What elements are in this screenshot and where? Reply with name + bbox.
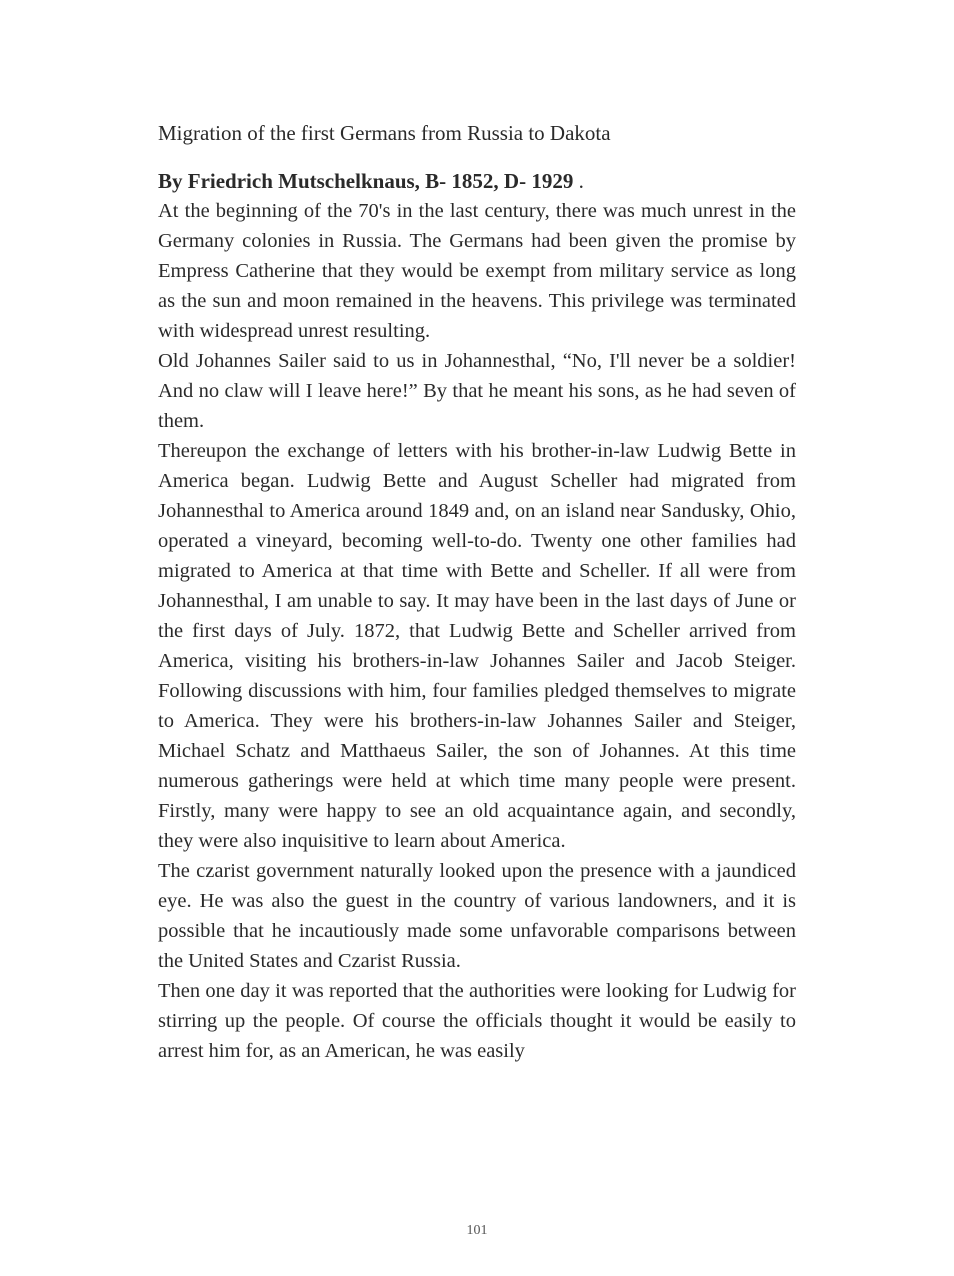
- byline-author: By Friedrich Mutschelknaus, B- 1852, D- 1929: [158, 169, 574, 193]
- document-page: [158, 118, 796, 1066]
- paragraph-3: Thereupon the exchange of letters with his brother-in-law Ludwig Bette in America began. Ludwig Bette and August Scheller had migrated from Johannesthal to America around 1849 and, on an island near Sandusky, Ohio, operated a vineyard, becoming well-to-do. Twenty one other families had migrated to America at that time with Bette and Scheller. If all were from Johannesthal, I am unable to say. It may have been in the last days of June or the first days of July. 1872, that Ludwig Bette and Scheller arrived from America, visiting his brothers-in-law Johannes Sailer and Jacob Steiger. Following discussions with him, four families pledged themselves to migrate to America. They were his brothers-in-law Johannes Sailer and Steiger, Michael Schatz and Matthaeus Sailer, the son of Johannes. At this time numerous gatherings were held at which time many people were present. Firstly, many were happy to see an old acquaintance again, and secondly, they were also inquisitive to learn about America.: [158, 440, 796, 852]
- paragraph-2: Old Johannes Sailer said to us in Johannesthal, “No, I'll never be a soldier! And no claw will I leave here!” By that he meant his sons, as he had seven of them.: [158, 350, 796, 432]
- document-title: Migration of the first Germans from Russia to Dakota: [158, 121, 611, 145]
- paragraph-5: Then one day it was reported that the authorities were looking for Ludwig for stirring up the people. Of course the officials thought it would be easily to arrest him for, as an American, he was easily: [158, 980, 796, 1062]
- paragraph-4: The czarist government naturally looked upon the presence with a jaundiced eye. He was also the guest in the country of various landowners, and it is possible that he incautiously made some unfavorable comparisons between the United States and Czarist Russia.: [158, 860, 796, 972]
- paragraph-1: At the beginning of the 70's in the last century, there was much unrest in the Germany colonies in Russia. The Germans had been given the promise by Empress Catherine that they would be exempt from military service as long as the sun and moon remained in the heavens. This privilege was terminated with widespread unrest resulting.: [158, 200, 796, 342]
- page-number: 101: [466, 1223, 488, 1238]
- byline-suffix: .: [573, 169, 584, 193]
- byline: [158, 166, 796, 196]
